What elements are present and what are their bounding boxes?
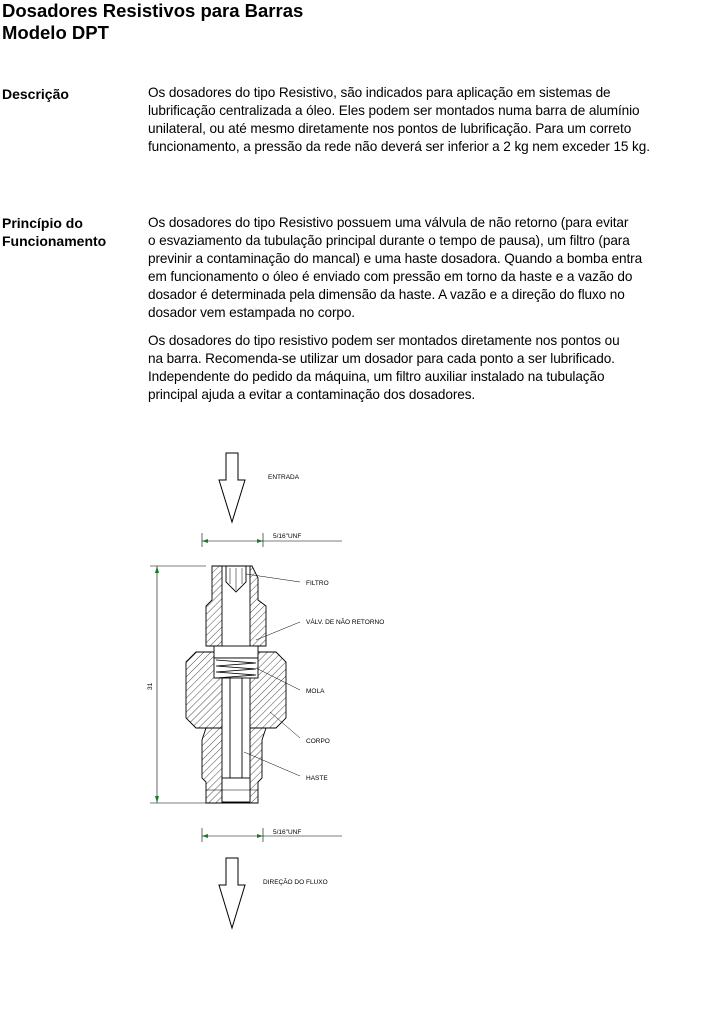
text-line: o esvaziamento da tubulação principal durante o tempo de pausa), um filtro (para <box>148 233 630 248</box>
text-line: Independente do pedido da máquina, um filtro auxiliar instalado na tubulação <box>148 369 605 384</box>
label-direcao: DIREÇÃO DO FLUXO <box>263 879 328 886</box>
text-line: na barra. Recomenda-se utilizar um dosador para cada ponto a ser lubrificado. <box>148 351 615 366</box>
text-line: unilateral, ou até mesmo diretamente nos pontos de lubrificação. Para um correto <box>148 121 632 136</box>
text-line: principal ajuda a evitar a contaminação dos dosadores. <box>148 387 476 402</box>
thread-dimension-bottom <box>202 828 342 842</box>
text-line: dosador é determinada pela dimensão da haste. A vazão e a direção do fluxo no <box>148 287 625 302</box>
thread-dimension-top <box>202 533 342 547</box>
text-line: Os dosadores do tipo Resistivo, são indicados para aplicação em sistemas de <box>148 85 611 100</box>
label-dimension: 31 <box>147 682 154 690</box>
title-line-1: Dosadores Resistivos para Barras <box>2 0 304 21</box>
document-title <box>2 0 702 44</box>
section-label-line: Princípio do <box>2 215 83 231</box>
text-line: funcionamento, a pressão da rede não deverá ser inferior a 2 kg nem exceder 15 kg. <box>148 139 650 154</box>
label-entrada: ENTRADA <box>268 474 300 481</box>
text-line: previnir a contaminação do mancal) e uma haste dosadora. Quando a bomba entra <box>148 251 643 266</box>
dosador-body <box>186 566 286 803</box>
flow-direction-arrow-icon <box>219 858 245 928</box>
title-line-2: Modelo DPT <box>2 22 109 43</box>
section-label-descricao <box>2 85 142 103</box>
dosador-section-drawing <box>0 440 420 940</box>
principio-paragraph-1 <box>148 214 710 322</box>
text-line: Os dosadores do tipo Resistivo possuem uma válvula de não retorno (para evitar <box>148 215 629 230</box>
section-label-line: Funcionamento <box>2 233 107 249</box>
label-mola: MOLA <box>306 688 325 695</box>
label-thread-top: 5/16"UNF <box>273 533 302 540</box>
section-label-principio <box>2 214 142 250</box>
label-valvula: VÁLV. DE NÃO RETORNO <box>306 619 385 626</box>
descricao-paragraph <box>148 84 710 156</box>
inlet-arrow-icon <box>219 453 245 522</box>
label-haste: HASTE <box>306 775 328 782</box>
text-line: em funcionamento o óleo é enviado com pressão em torno da haste e a vazão do <box>148 269 633 284</box>
label-corpo: CORPO <box>306 738 330 745</box>
label-thread-bottom: 5/16"UNF <box>273 829 302 836</box>
principio-paragraph-2 <box>148 332 710 404</box>
section-label-line: Descrição <box>2 86 69 102</box>
label-filtro: FILTRO <box>306 580 329 587</box>
text-line: dosador vem estampada no corpo. <box>148 305 355 320</box>
text-line: lubrificação centralizada a óleo. Eles podem ser montados numa barra de alumínio <box>148 103 640 118</box>
text-line: Os dosadores do tipo resistivo podem ser montados diretamente nos pontos ou <box>148 333 620 348</box>
